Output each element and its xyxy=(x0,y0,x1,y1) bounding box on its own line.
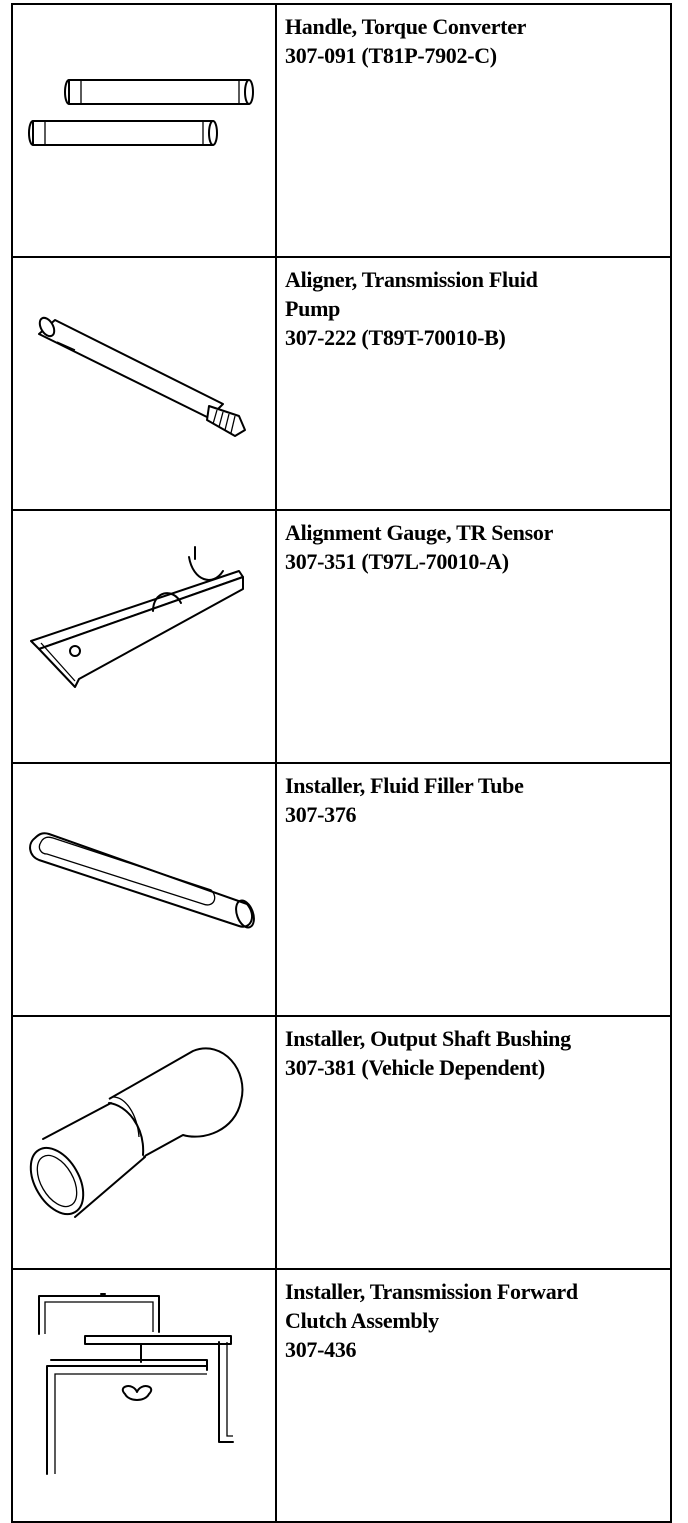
tool-description-cell xyxy=(276,1269,671,1522)
forward-clutch-installer-icon xyxy=(13,1270,275,1514)
tool-name: Installer, Output Shaft Bushing xyxy=(285,1026,571,1051)
tool-name: Aligner, Transmission Fluid xyxy=(285,267,538,292)
tool-number: 307-436 xyxy=(285,1337,357,1362)
table-row xyxy=(12,510,671,763)
table-row xyxy=(12,1016,671,1269)
tool-number: 307-091 (T81P-7902-C) xyxy=(285,43,497,68)
tool-description-cell xyxy=(276,4,671,257)
tool-number: 307-351 (T97L-70010-A) xyxy=(285,549,509,574)
tool-description-cell xyxy=(276,510,671,763)
table-row xyxy=(12,1269,671,1522)
tool-illustration-cell xyxy=(12,1016,276,1269)
tool-number: 307-376 xyxy=(285,802,357,827)
fluid-pump-aligner-icon xyxy=(13,258,275,502)
tool-illustration-cell xyxy=(12,763,276,1016)
tool-illustration-cell xyxy=(12,510,276,763)
tr-sensor-alignment-gauge-icon xyxy=(13,511,275,755)
tool-name: Installer, Fluid Filler Tube xyxy=(285,773,524,798)
tool-description-cell xyxy=(276,1016,671,1269)
output-shaft-bushing-installer-icon xyxy=(13,1017,275,1261)
tool-number: 307-381 (Vehicle Dependent) xyxy=(285,1055,545,1080)
table-row xyxy=(12,257,671,510)
fluid-filler-tube-installer-icon xyxy=(13,764,275,1008)
tool-name: Installer, Transmission Forward xyxy=(285,1279,578,1304)
torque-converter-handle-icon xyxy=(13,5,275,249)
tool-illustration-cell xyxy=(12,4,276,257)
tool-name: Alignment Gauge, TR Sensor xyxy=(285,520,554,545)
tool-name-continued: Pump xyxy=(285,296,341,321)
special-tools-table xyxy=(11,3,672,1523)
tool-number: 307-222 (T89T-70010-B) xyxy=(285,325,506,350)
tool-name-continued: Clutch Assembly xyxy=(285,1308,439,1333)
tool-illustration-cell xyxy=(12,1269,276,1522)
table-row xyxy=(12,763,671,1016)
table-row xyxy=(12,4,671,257)
tool-description-cell xyxy=(276,763,671,1016)
tool-name: Handle, Torque Converter xyxy=(285,14,527,39)
tool-description-cell xyxy=(276,257,671,510)
tool-illustration-cell xyxy=(12,257,276,510)
